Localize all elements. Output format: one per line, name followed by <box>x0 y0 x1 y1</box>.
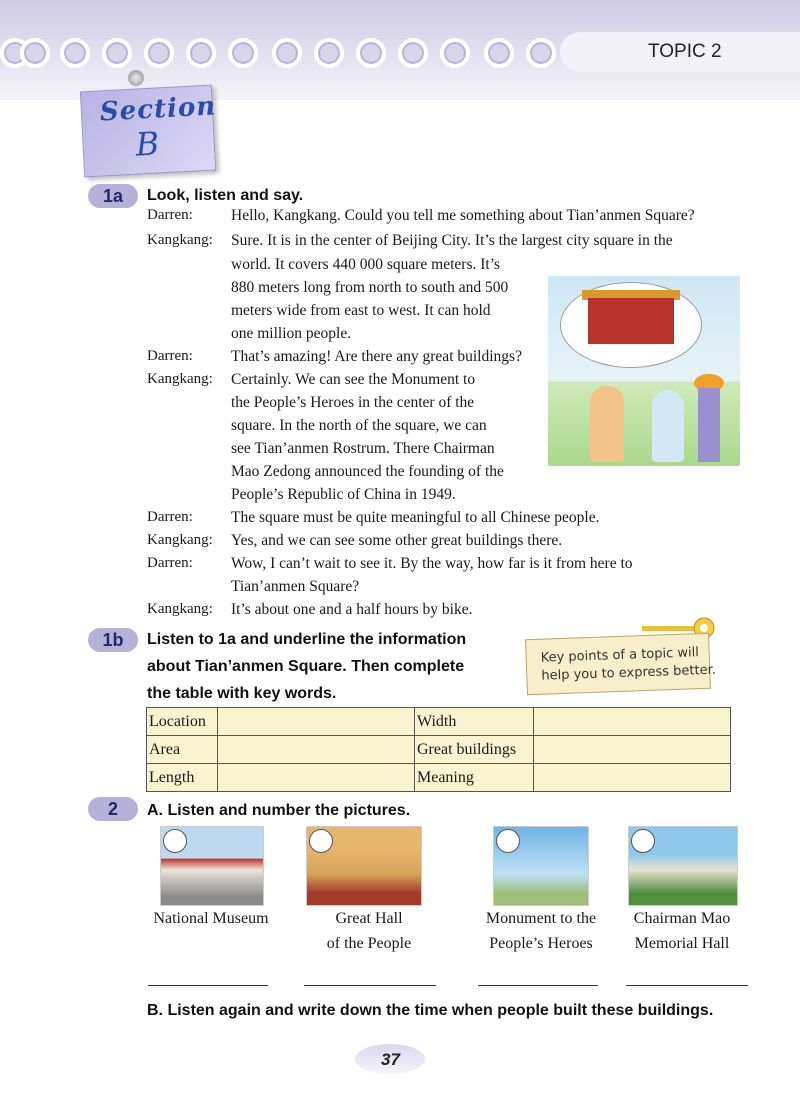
badge-2: 2 <box>88 797 138 821</box>
caption-line: Monument to the <box>485 910 597 927</box>
number-circle[interactable] <box>163 829 187 853</box>
pillar-drawing <box>698 388 720 462</box>
caption-line: of the People <box>326 935 412 952</box>
badge-1a: 1a <box>88 184 138 208</box>
dialogue-line: That’s amazing! Are there any great buildings? <box>231 348 522 365</box>
dialogue-line: The square must be quite meaningful to all Chinese people. <box>231 509 600 526</box>
picture-monument <box>493 826 589 906</box>
table-cell: Meaning <box>415 764 534 792</box>
table-cell: Width <box>415 708 534 736</box>
dialogue-line: 880 meters long from north to south and 500 <box>231 279 509 296</box>
ring-decoration <box>356 38 386 68</box>
speaker-label: Darren: <box>147 555 193 571</box>
number-circle[interactable] <box>631 829 655 853</box>
speaker-label: Darren: <box>147 348 193 364</box>
speaker-label: Kangkang: <box>147 601 213 617</box>
heading-1b-line: about Tian’anmen Square. Then complete <box>147 658 465 675</box>
tip-note <box>525 633 717 695</box>
table-cell: Area <box>147 736 218 764</box>
kangkang-figure <box>652 390 684 462</box>
ring-decoration <box>314 38 344 68</box>
ring-decoration <box>526 38 556 68</box>
caption-line: Memorial Hall <box>634 935 730 952</box>
table-cell: Length <box>147 764 218 792</box>
heading-1b-line: the table with key words. <box>147 685 337 702</box>
nail-icon <box>128 70 144 86</box>
table-cell: Great buildings <box>415 736 534 764</box>
dialogue-line: the People’s Heroes in the center of the <box>231 394 475 411</box>
caption-monument <box>466 906 616 956</box>
section-title: Section <box>99 91 217 128</box>
table-input-cell[interactable] <box>218 708 415 736</box>
table-row <box>147 764 731 792</box>
answer-blank[interactable] <box>148 985 268 986</box>
table-cell: Location <box>147 708 218 736</box>
table-input-cell[interactable] <box>534 736 731 764</box>
caption-line: Chairman Mao <box>633 910 731 927</box>
caption-national-museum <box>140 906 282 931</box>
page-number: 37 <box>381 1050 400 1069</box>
number-circle[interactable] <box>496 829 520 853</box>
caption-line: National Museum <box>153 910 269 927</box>
ring-decoration <box>484 38 514 68</box>
tip-line: Key points of a topic will <box>540 645 700 666</box>
dialogue-line: Sure. It is in the center of Beijing City. It’s the largest city square in the <box>231 232 673 249</box>
answer-blank[interactable] <box>478 985 598 986</box>
table-input-cell[interactable] <box>218 736 415 764</box>
dialogue-line: People’s Republic of China in 1949. <box>231 486 456 503</box>
table-input-cell[interactable] <box>218 764 415 792</box>
ring-decoration <box>20 38 50 68</box>
answer-blank[interactable] <box>626 985 748 986</box>
section-sign <box>80 85 216 178</box>
caption-great-hall <box>294 906 444 956</box>
dialogue-line: meters wide from east to west. It can hold <box>231 302 491 319</box>
answer-blank[interactable] <box>304 985 436 986</box>
speaker-label: Kangkang: <box>147 371 213 387</box>
heading-1a: Look, listen and say. <box>147 187 304 204</box>
dialogue-line: one million people. <box>231 325 352 342</box>
picture-great-hall <box>306 826 422 906</box>
dialogue-line: Certainly. We can see the Monument to <box>231 371 476 388</box>
picture-memorial-hall <box>628 826 738 906</box>
ring-decoration <box>186 38 216 68</box>
caption-line: Great Hall <box>335 910 403 927</box>
caption-memorial-hall <box>610 906 754 956</box>
table-row <box>147 736 731 764</box>
badge-1b: 1b <box>88 628 138 652</box>
ring-decoration <box>272 38 302 68</box>
speaker-label: Kangkang: <box>147 232 213 248</box>
dialogue-line: world. It covers 440 000 square meters. It’s <box>231 256 501 273</box>
table-row <box>147 708 731 736</box>
picture-national-museum <box>160 826 264 906</box>
table-input-cell[interactable] <box>534 764 731 792</box>
heading-2a: A. Listen and number the pictures. <box>147 802 411 819</box>
dialogue-line: Hello, Kangkang. Could you tell me something about Tian’anmen Square? <box>231 207 695 224</box>
heading-2b: B. Listen again and write down the time when people built these buildings. <box>147 1002 714 1019</box>
ring-decoration <box>398 38 428 68</box>
dialogue-line: square. In the north of the square, we can <box>231 417 487 434</box>
dialogue-line: It’s about one and a half hours by bike. <box>231 601 473 618</box>
section-letter: B <box>134 124 161 164</box>
ring-decoration <box>228 38 258 68</box>
dialogue-line: Tian’anmen Square? <box>231 578 360 595</box>
tip-line: help you to express better. <box>541 662 717 684</box>
ring-decoration <box>102 38 132 68</box>
rostrum-drawing <box>588 298 674 344</box>
dialogue-line: Mao Zedong announced the founding of the <box>231 463 504 480</box>
caption-line: People’s Heroes <box>489 935 593 952</box>
topic-label: TOPIC 2 <box>648 41 722 62</box>
ring-decoration <box>60 38 90 68</box>
dialogue-line: Wow, I can’t wait to see it. By the way, how far is it from here to <box>231 555 633 572</box>
dialogue-line: see Tian’anmen Rostrum. There Chairman <box>231 440 495 457</box>
table-input-cell[interactable] <box>534 708 731 736</box>
speaker-label: Kangkang: <box>147 532 213 548</box>
speaker-label: Darren: <box>147 509 193 525</box>
ring-decoration <box>440 38 470 68</box>
dialogue-line: Yes, and we can see some other great buildings there. <box>231 532 563 549</box>
number-circle[interactable] <box>309 829 333 853</box>
ring-decoration <box>144 38 174 68</box>
dialogue-illustration <box>548 276 740 466</box>
darren-figure <box>590 386 624 462</box>
key-words-table <box>146 707 731 792</box>
heading-1b-line: Listen to 1a and underline the information <box>147 631 467 648</box>
speaker-label: Darren: <box>147 207 193 223</box>
